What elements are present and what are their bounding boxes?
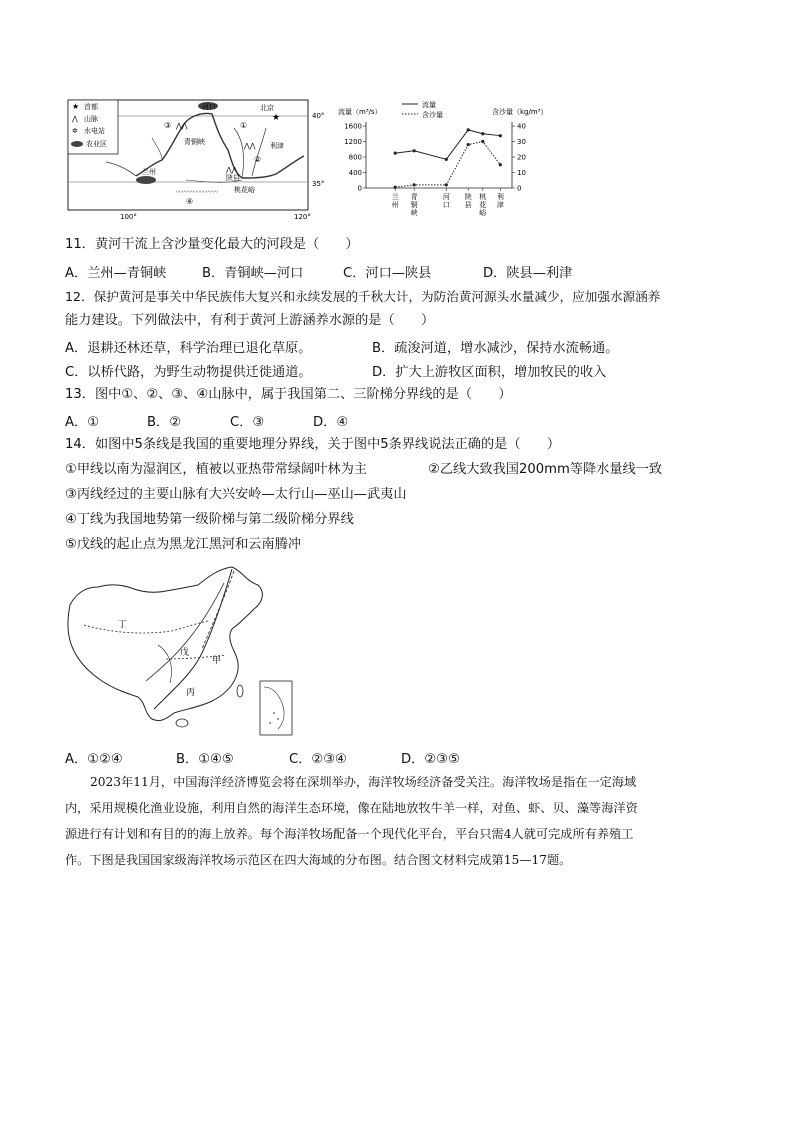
q11-option-b: B．青铜峡—河口 — [202, 266, 304, 281]
svg-text:35°: 35° — [312, 180, 325, 188]
yellow-river-map — [66, 98, 328, 222]
x-tick-label: 县 — [464, 201, 472, 209]
flow-point — [499, 134, 502, 137]
q13-option-d: D．④ — [313, 415, 349, 430]
q14-statement-3: ③丙线经过的主要山脉有大兴安岭—太行山—巫山—武夷山 — [65, 487, 407, 502]
flow-sediment-chart — [336, 98, 548, 222]
y-right-tick-label: 20 — [517, 153, 526, 162]
series-sediment-line — [395, 142, 500, 188]
flow-point — [467, 128, 470, 131]
q11-option-a: A．兰州—青铜峡 — [65, 266, 167, 281]
x-tick-label: 峪 — [479, 209, 487, 217]
china-boundary-map — [62, 563, 306, 743]
q12-option-a: A．退耕还林还草，科学治理已退化草原。 — [65, 341, 312, 356]
sediment-point — [499, 163, 502, 166]
y-left-tick-label: 1200 — [344, 138, 362, 146]
svg-text:⋀⋀: ⋀⋀ — [176, 122, 188, 130]
label-shanxian: 陕县 — [226, 174, 240, 182]
x-tick-label: 铜 — [410, 201, 418, 209]
svg-text:〰〰〰〰〰〰〰: 〰〰〰〰〰〰〰 — [176, 189, 219, 196]
legend-farm: 农业区 — [86, 140, 107, 148]
legend-mountain-icon: ⋀ — [72, 115, 78, 123]
q11-stem: 11．黄河干流上含沙量变化最大的河段是（ ） — [65, 237, 359, 252]
q12-option-b: B．疏浚河道，增水减沙，保持水流畅通。 — [372, 341, 619, 356]
y-right-tick-label: 10 — [517, 169, 526, 177]
line-label-jia: 甲 — [212, 656, 222, 666]
label-beijing: 北京 — [260, 104, 274, 112]
q14-stem: 14．如图中5条线是我国的重要地理分界线，关于图中5条界线说法正确的是（ ） — [65, 437, 561, 452]
passage-line-3: 源进行有计划和有目的的海上放养。每个海洋牧场配备一个现代化平台，平台只需4人就可完成所有养殖工 — [65, 827, 634, 841]
sediment-point — [445, 183, 448, 186]
passage-line-4: 作。下图是我国国家级海洋牧场示范区在四大海域的分布图。结合图文材料完成第15—17题。 — [65, 853, 572, 867]
svg-text:100°: 100° — [120, 213, 137, 221]
svg-text:②: ② — [254, 155, 262, 164]
x-tick-label: 青 — [410, 193, 418, 201]
svg-text:40°: 40° — [312, 112, 325, 120]
q14-option-b: B．①④⑤ — [176, 752, 234, 767]
legend-capital-icon: ★ — [72, 102, 80, 111]
flow-point — [481, 132, 484, 135]
q13-option-b: B．② — [147, 415, 182, 430]
legend-sediment: 含沙量 — [422, 111, 443, 119]
svg-text:120°: 120° — [294, 213, 311, 221]
line-label-ding: 丁 — [118, 620, 128, 630]
q12-stem-1: 12．保护黄河是事关中华民族伟大复兴和永续发展的千秋大计，为防治黄河源头水量减少，应加强水源涵养 — [65, 289, 661, 304]
q13-option-a: A．① — [65, 415, 100, 430]
label-lanzhou: 兰州 — [142, 168, 156, 176]
label-lijin: 利津 — [270, 142, 284, 150]
y-left-tick-label: 1600 — [344, 122, 362, 131]
svg-text:④: ④ — [186, 197, 194, 206]
q14-option-a: A．①②④ — [65, 752, 123, 767]
x-tick-label: 利 — [496, 193, 504, 201]
q13-option-c: C．③ — [230, 415, 265, 430]
legend-hydro-icon: ✲ — [72, 127, 78, 135]
svg-text:⋀⋀: ⋀⋀ — [244, 142, 256, 150]
q14-statement-2: ②乙线大致我国200mm等降水量线一致 — [428, 462, 663, 477]
q14-option-c: C．②③④ — [289, 752, 347, 767]
legend-flow: 流量 — [422, 101, 436, 109]
label-taohuayu: 桃花峪 — [234, 186, 255, 194]
y-right-label: 含沙量（kg/m³） — [492, 108, 548, 116]
q12-stem-2: 能力建设。下列做法中，有利于黄河上游涵养水源的是（ ） — [65, 313, 435, 328]
flow-point — [445, 158, 448, 161]
svg-text:⋀⋀: ⋀⋀ — [226, 166, 238, 174]
y-left-tick-label: 800 — [348, 153, 362, 162]
label-hekou: 河口 — [202, 103, 216, 111]
legend-hydro: 水电站 — [84, 127, 105, 135]
x-tick-label: 州 — [391, 201, 399, 209]
q14-statement-4: ④丁线为我国地势第一级阶梯与第二级阶梯分界线 — [65, 512, 354, 527]
x-tick-label: 桃 — [479, 193, 487, 201]
q13-stem: 13．图中①、②、③、④山脉中，属于我国第二、三阶梯分界线的是（ ） — [65, 387, 512, 402]
svg-text:③: ③ — [164, 121, 172, 130]
x-tick-label: 河 — [442, 193, 450, 201]
x-tick-label: 峡 — [410, 209, 418, 217]
svg-text:★: ★ — [272, 113, 281, 123]
line-label-wu: 戊 — [180, 648, 190, 658]
svg-text:①: ① — [240, 121, 248, 130]
x-tick-label: 津 — [496, 201, 504, 209]
q11-option-c: C．河口—陕县 — [343, 266, 432, 281]
sediment-point — [481, 140, 484, 143]
line-label-bing: 丙 — [186, 688, 196, 698]
flow-point — [413, 149, 416, 152]
passage-line-1: 2023年11月，中国海洋经济博览会将在深圳举办，海洋牧场经济备受关注。海洋牧场是指在一定海域 — [90, 775, 637, 789]
q12-option-c: C．以桥代路，为野生动物提供迁徙通道。 — [65, 365, 312, 380]
q12-option-d: D．扩大上游牧区面积，增加牧民的收入 — [372, 365, 607, 380]
q14-statement-5: ⑤戊线的起止点为黑龙江黑河和云南腾冲 — [65, 537, 302, 552]
y-left-tick-label: 0 — [357, 184, 362, 193]
x-tick-label: 兰 — [391, 193, 399, 201]
legend-farm-icon — [71, 141, 83, 147]
series-flow-line — [395, 130, 500, 159]
x-tick-label: 花 — [479, 201, 487, 209]
x-tick-label: 口 — [442, 201, 450, 209]
sediment-point — [413, 183, 416, 186]
label-qingtongxia: 青铜峡 — [184, 138, 205, 146]
legend-mountain: 山脉 — [84, 115, 98, 123]
y-left-tick-label: 400 — [348, 169, 362, 177]
q11-option-d: D．陕县—利津 — [483, 266, 573, 281]
flow-point — [394, 152, 397, 155]
y-right-tick-label: 30 — [517, 138, 526, 146]
sediment-point — [467, 143, 470, 146]
q14-statement-1: ①甲线以南为湿润区，植被以亚热带常绿阔叶林为主 — [65, 462, 367, 477]
legend-capital: 首都 — [84, 103, 98, 111]
y-right-tick-label: 0 — [517, 184, 522, 193]
y-right-tick-label: 40 — [517, 122, 526, 131]
sediment-point — [394, 186, 397, 189]
passage-line-2: 内，采用规模化渔业设施，利用自然的海洋生态环境，像在陆地放牧牛羊一样，对鱼、虾、贝、藻等海洋资 — [65, 801, 638, 815]
x-tick-label: 陕 — [464, 193, 472, 201]
q14-option-d: D．②③⑤ — [401, 752, 460, 767]
y-left-label: 流量（m³/s） — [338, 108, 382, 116]
